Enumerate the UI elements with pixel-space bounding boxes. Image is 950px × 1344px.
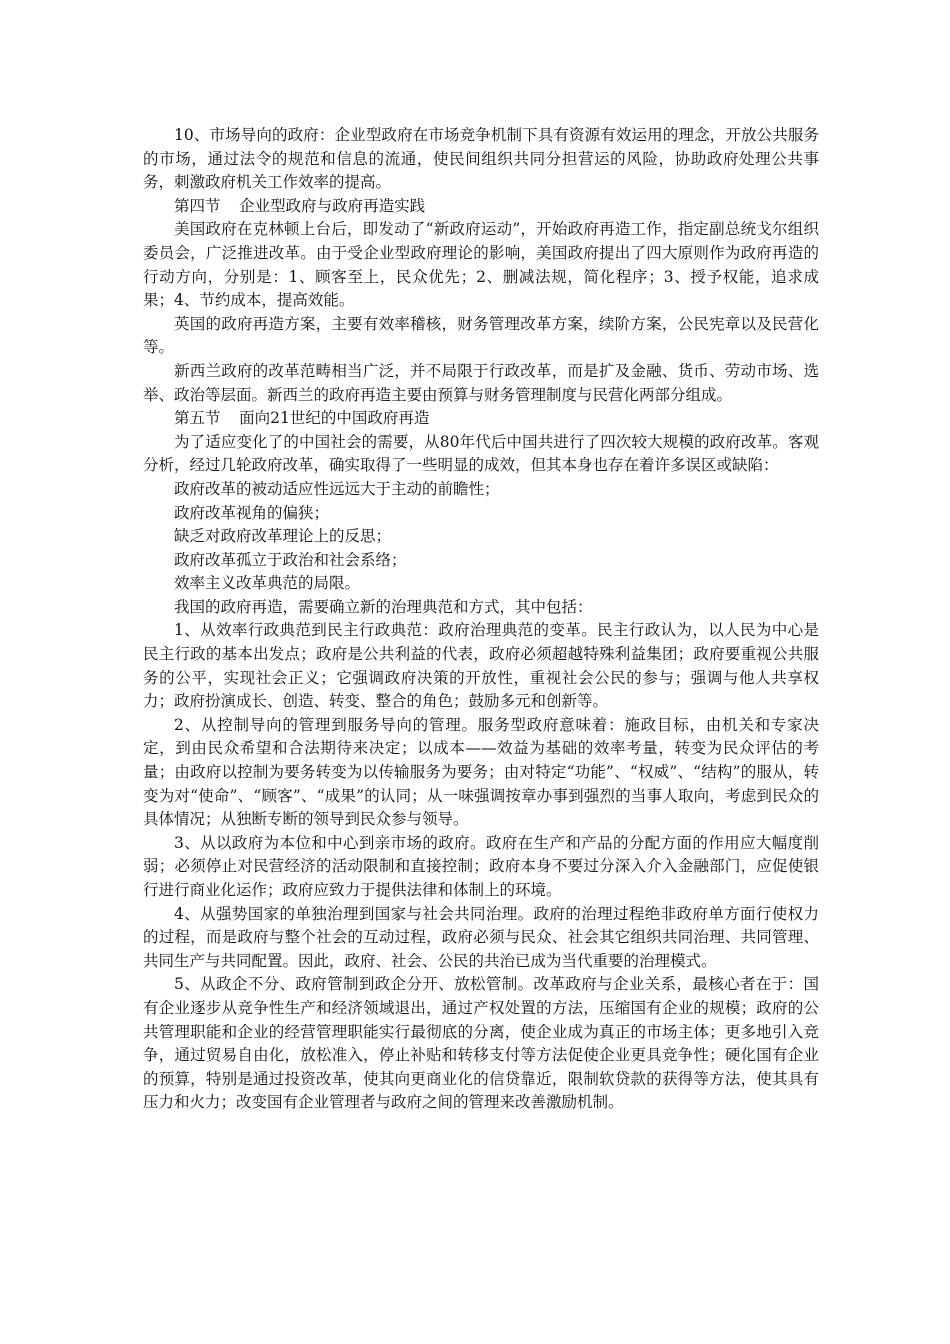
paragraph-us-reinvention: 美国政府在克林顿上台后，即发动了“新政府运动”，开始政府再造工作，指定副总统戈尔组织委员会，广泛推进改革。由于受企业型政府理论的影响，美国政府提出了四大原则作为政府再造的行动方向，分别是：1、顾客至上，民众优先；2、删减法规，简化程序；3、授予权能，追求成果；4、节约成本，提高效能。 xyxy=(143,220,819,310)
paragraph-point-4: 4、从强势国家的单独治理到国家与社会共同治理。政府的治理过程绝非政府单方面行使权力的过程，而是政府与整个社会的互动过程，政府必须与民众、社会其它组织共同治理、共同管理、共同生产与共同配置。因此，政府、社会、公民的共治已成为当代重要的治理模式。 xyxy=(143,904,819,970)
paragraph-uk-reinvention: 英国的政府再造方案，主要有效率稽核，财务管理改革方案，续阶方案，公民宪章以及民营化等。 xyxy=(143,314,819,357)
document-body xyxy=(143,124,819,1115)
paragraph-point-5: 5、从政企不分、政府管制到政企分开、放松管制。改革政府与企业关系，最核心者在于：国有企业逐步从竞争性生产和经济领域退出，通过产权处置的方法，压缩国有企业的规模；政府的公共管理职能和企业的经营管理职能实行最彻底的分离，使企业成为真正的市场主体；更多地引入竞争，通过贸易自由化，放松准入，停止补贴和转移支付等方法促使企业更具竞争性；硬化国有企业的预算，特别是通过投资改革，使其向更商业化的信贷靠近，限制软贷款的获得等方法，使其具有压力和火力；改变国有企业管理者与政府之间的管理来改善激励机制。 xyxy=(143,975,819,1112)
paragraph-nz-reinvention: 新西兰政府的改革范畴相当广泛，并不局限于行政改革，而是扩及金融、货币、劳动市场、选举、政治等层面。新西兰的政府再造主要由预算与财务管理制度与民营化两部分组成。 xyxy=(143,361,819,404)
list-item-deficiency: 效率主义改革典范的局限。 xyxy=(174,574,361,593)
paragraph-new-governance: 我国的政府再造，需要确立新的治理典范和方式，其中包括： xyxy=(174,597,593,616)
section-title: 面向21世纪的中国政府再造 xyxy=(239,409,430,428)
paragraph-china-reforms: 为了适应变化了的中国社会的需要，从80年代后中国共进行了四次较大规模的政府改革。客观分析，经过几轮政府改革，确实取得了一些明显的成效，但其本身也存在着许多误区或缺陷： xyxy=(143,432,819,475)
section-title: 企业型政府与政府再造实践 xyxy=(239,196,426,215)
section-heading-4 xyxy=(143,195,819,219)
paragraph-point-2: 2、从控制导向的管理到服务导向的管理。服务型政府意味着：施政目标，由机关和专家决定，到由民众希望和合法期待来决定；以成本——效益为基础的效率考量，转变为民众评估的考量；由政府以控制为要务转变为以传输服务为要务；由对特定“功能”、“权威”、“结构”的服从，转变为对“使命”、“顾客”、“成果”的认同；从一味强调按章办事到强烈的当事人取向，考虑到民众的具体情况；从独断专断的领导到民众参与领导。 xyxy=(143,715,819,829)
list-item-deficiency: 政府改革视角的偏狭； xyxy=(174,503,330,522)
list-item-deficiency: 政府改革孤立于政治和社会系络； xyxy=(174,550,407,569)
section-heading-5 xyxy=(143,407,819,431)
paragraph-point-3: 3、从以政府为本位和中心到亲市场的政府。政府在生产和产品的分配方面的作用应大幅度削弱；必须停止对民营经济的活动限制和直接控制；政府本身不要过分深入介入金融部门，应促使银行进行商业化运作；政府应致力于提供法律和体制上的环境。 xyxy=(143,833,819,899)
list-item-deficiency: 政府改革的被动适应性远远大于主动的前瞻性； xyxy=(174,479,500,498)
section-label: 第五节 xyxy=(174,409,221,428)
paragraph-point-1: 1、从效率行政典范到民主行政典范：政府治理典范的变革。民主行政认为，以人民为中心是民主行政的基本出发点；政府是公共利益的代表，政府必须超越特殊利益集团；政府要重视公共服务的公平，实现社会正义；它强调政府决策的开放性，重视社会公民的参与；强调与他人共享权力；政府扮演成长、创造、转变、整合的角色；鼓励多元和创新等。 xyxy=(143,621,819,711)
paragraph-market-oriented-government: 10、市场导向的政府：企业型政府在市场竞争机制下具有资源有效运用的理念，开放公共服务的市场，通过法令的规范和信息的流通，使民间组织共同分担营运的风险，协助政府处理公共事务，刺激政府机关工作效率的提高。 xyxy=(143,126,819,192)
section-label: 第四节 xyxy=(174,196,221,215)
list-item-deficiency: 缺乏对政府改革理论上的反思； xyxy=(174,527,392,546)
